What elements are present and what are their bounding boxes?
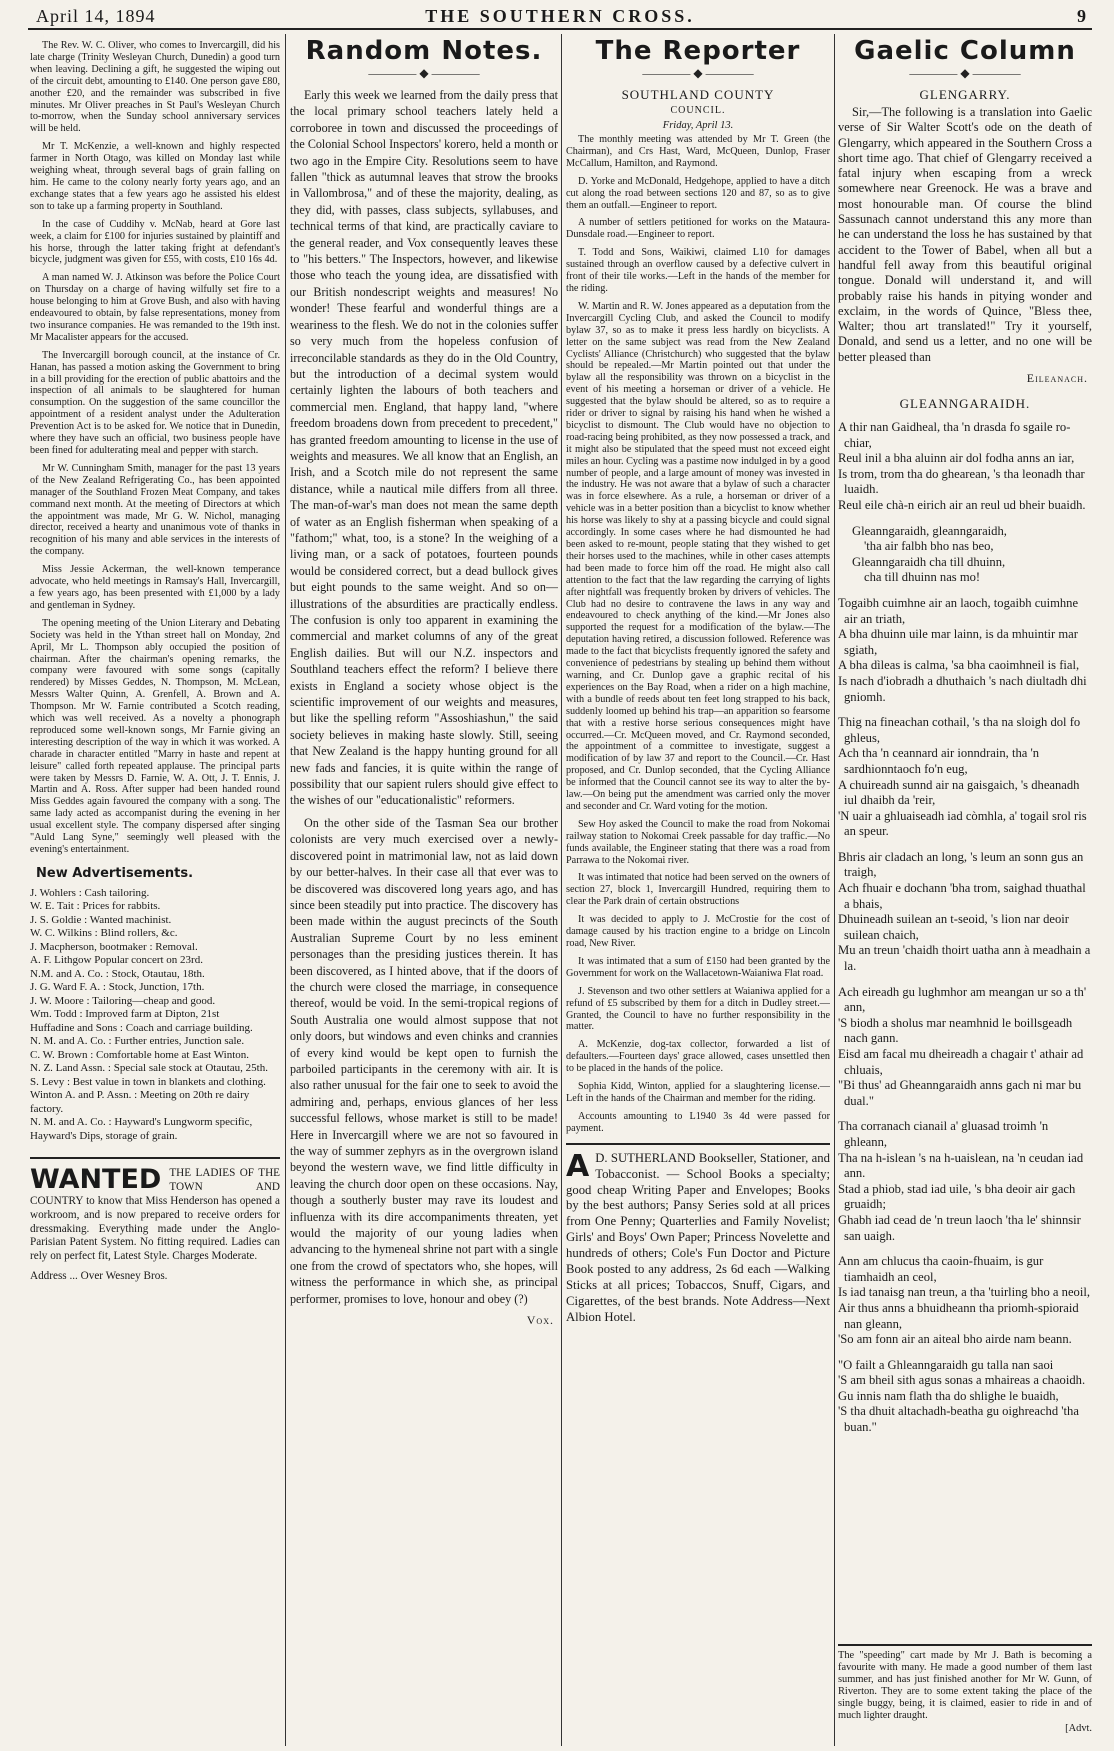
wanted-heading: WANTED — [30, 1164, 162, 1196]
list-item: N. M. and A. Co. : Hayward's Lungworm specific, Hayward's Dips, storage of grain. — [30, 1116, 253, 1142]
news-paragraph: Miss Jessie Ackerman, the well-known temperance advocate, who held meetings in Ramsay's Hall, Invercargill, a few years ago, has been presented with £1,000 by a lady and gentleman in Sydney. — [30, 564, 280, 611]
article-paragraph: Early this week we learned from the daily press that the local primary school teachers lately held a corroboree in town and discussed the proceedings of the Colonial School Inspectors' korero, held a month or two ago in the Empire City. Resolutions seem to have fallen "thick as autumnal leaves that strow the brooks in Vallombrosa," and of these the majority, dealing, as they did, with passes, class subjects, syllabuses, and technical terms of that kind, are practically caviare to the general reader, and Vox consequently leaves these to "his betters." The Inspectors, however, and likewise those who teach the young idea, are dissatisfied with our British nondescript weights and measures! No wonder! These fearful and wonderful things are a weariness to the flesh. We do not in the colonies suffer so very much from the hopeless confusion of irreconcilable standards as they do in the Old Country, but the introduction of a decimal system would certainly lighten the labours of both teachers and commercial men. England, that happy land, "where freedom broadens down from precedent to precedent," has granted freedom amounting to license in the use of weights and measures. We all know that an English, an Irish, and a Scotch mile do not represent the same distance, while a nautical mile differs from all three. The man-of-war's man does not mean the same depth of water as an English fisherman when speaking of a "fathom;" what, too, is a stone? In the weighing of a living man, or a sack of potatoes, fourteen pounds would be considered correct, but a dead bullock gives but eight pounds to the same weight. And so on—illustrations of the absurdities are practically endless. The confusion is only too apparent in examining the commercial and market columns of any of the great English dailies. But will our N.Z. inspectors and Southland teachers effect the reform? I believe there exists in England a society whose object is the scientific improvement of our weights and measures, but like the spelling reform "Assoshiashun," the said society believes in making haste slowly. Still, seeing that New Zealand is the happy hunting ground for all new fads and fancies, it is quite within the range of possibility that our sapient rulers should give effect to the wishes of our "educationalistic" reformers. — [290, 88, 558, 808]
poem-line: Tha corranach cianail a' gluasad troimh 'n ghleann, — [838, 1119, 1049, 1149]
news-paragraph: Mr W. Cunningham Smith, manager for the past 13 years of the New Zealand Refrigerating Co., has been appointed manager of the Southland Frozen Meat Company, and takes command next month. At the meeting of Directors at which the appointment was made, Mr G. W. Nichol, managing director, received a hearty and unanimous vote of thanks in recognition of his many and able services in the interests of the company. — [30, 462, 280, 558]
column-local-news — [30, 34, 280, 1746]
list-item: N. Z. Land Assn. : Special sale stock at Otautau, 25th. — [30, 1062, 268, 1075]
poem-line: Mu an treun 'chaidh thoirt uatha ann à meadhain a la. — [838, 943, 1091, 974]
list-item: Wm. Todd : Improved farm at Dipton, 21st — [30, 1008, 220, 1021]
poem-line: A bha dìleas is calma, 'sa bha caoimhneil is fial, — [838, 658, 1080, 673]
list-item: J. S. Goldie : Wanted machinist. — [30, 913, 172, 926]
poem-line: Thig na fineachan cothail, 's tha na sloigh dol fo ghleus, — [838, 715, 1081, 745]
report-paragraph: W. Martin and R. W. Jones appeared as a deputation from the Invercargill Cycling Club, and asked the Council to modify bylaw 37, so as to make it press less hardly on bicyclists. A letter on the same subject was read from the New Zealand Cyclists' Alliance (Christchurch) who suggested that the bylaw should be repealed.—Mr Martin pointed out that under the bylaw all the responsibility was thrown on a bicyclist in the event of his meeting a horseman or driver of a vehicle. He suggested that the bylaw should be altered, so as to require a rider or driver to signal by raising his hand when he wished a bicyclist to dismount. The Club would have no objection to road-racing being prohibited, as they now possessed a track, and it might also be stipulated that the speed must not exceed eight miles an hour. Cycling was a pastime now indulged in by a good number of people, and a large amount of money was invested in the industry. He was not aware that a bylaw of such a character was in force elsewhere. As a rule, a horseman or driver of a vehicle was in a better position than a bicyclist to know whether his horse was likely to shy at a passing bicycle and could signal accordingly. In some cases where he had dismounted he had been asked to re-mount, people stating that they wished to get their horses used to the machines, while in other cases attempts had been made to force him off the road. He might also call attention to the fact that the law regarding the carrying of lights after nightfall was frequently broken by drivers of vehicles. The Club had no desire to contravene the laws in any way and endeavoured to check anything of the kind.—Mr Jones also supported the request for a modification of the bylaw.—The deputation having retired, a discussion followed. Reference was made to the fact that bicyclists frequently ignored the safety and convenience of pedestrians by stealing up behind them without warning, and Cr. Dunlop gave a graphic recital of his experiences on the Bay Road, when a rider on a high machine, with a bundle of reeds about ten feet long strapped to his back, suddenly loomed up behind his trap—an apparition so fearsome that with a restive horse serious consequences might have occurred.—Cr. McQueen moved, and Cr. Raymond seconded, the appointment of a committee to investigate, suggest a modification of by law 37 and report to the Council.—Cr. Hast proposed, and Cr. Dunlop seconded, that the Cycling Alliance be informed that the Council cannot see its way to alter the by-law.—On being put the amendment was carried only the mover and seconder and Cr. Ward voting for the motion. — [566, 300, 830, 812]
poem-line: Reul eile chà-n eirich air an reul ud bheir buaidh. — [838, 498, 1086, 513]
news-paragraph: A man named W. J. Atkinson was before the Police Court on Thursday on a charge of having wilfully set fire to a house belonging to him at Grove Bush, and also with having endeavoured to obtain, by false representations, money from two insurance companies. He was remanded to the 19th inst. Mr Macalister appears for the accused. — [30, 272, 280, 343]
section-subtitle: GLENGARRY. — [919, 87, 1011, 102]
report-paragraph: Sophia Kidd, Winton, applied for a slaughtering license.—Left in the hands of the Chairman and member for the riding. — [566, 1081, 830, 1104]
section-title: Gaelic Column — [854, 36, 1076, 66]
poem-line: Gleanngaraidh, gleanngaraidh, — [852, 523, 1007, 538]
poem-line: Bhris air cladach an long, 's leum an sonn gus an traigh, — [838, 849, 1084, 880]
column-random-notes — [290, 34, 558, 1746]
report-paragraph: It was intimated that a sum of £150 had been granted by the Government for work on the Wallacetown-Waianiwa Flat road. — [566, 955, 830, 979]
list-item: S. Levy : Best value in town in blankets and clothing. — [30, 1075, 266, 1088]
poem-line: Stad a phiob, stad iad uile, 's bha deoir air gach gruaidh; — [838, 1181, 1076, 1212]
report-paragraph: J. Stevenson and two other settlers at Waianiwa applied for a refund of £5 subscribed by them for a ditch in Dudley street.—Granted, the Council to have no further responsibility in the matter. — [566, 985, 830, 1033]
poem-line: Is nach d'iobradh a dhuthaich 's nach diultadh dhi gniomh. — [838, 673, 1087, 704]
list-item: Winton A. and P. Assn. : Meeting on 20th re dairy factory. — [30, 1089, 250, 1115]
advertisement-text: The "speeding" cart made by Mr J. Bath is becoming a favourite with many. He made a good number of them last summer, and has just finished another for Mr W. Gunn, of Riverton. They are to some extent taking the place of the single buggy, being, it is claimed, easier to ride in and of much lighter draught. — [838, 1650, 1092, 1722]
dateline: Friday, April 13. — [662, 120, 734, 131]
section-subtitle: SOUTHLAND COUNTY — [621, 87, 775, 102]
news-paragraph: The Invercargill borough council, at the instance of Cr. Hanan, has passed a motion asking the Government to bring in a bill providing for the erection of public abattoirs and the inspection of all animals to be slaughtered for human consumption. On the suggestion of the same councillor the appointment of a resident analyst under the Adulteration Prevention Act is to be asked for. We notice that in Dunedin, where they have such an official, two business people have been fined for adulterating meal and pepper with starch. — [30, 349, 280, 456]
poem-line: Reul inil a bha aluinn air dol fodha anns an iar, — [838, 451, 1075, 466]
report-paragraph: Accounts amounting to L1940 3s 4d were passed for payment. — [566, 1110, 830, 1134]
poem-line: Gu innis nam flath tha do shlighe le buaidh, — [838, 1388, 1059, 1403]
letter-text: Sir,—The following is a translation into Gaelic verse of Sir Walter Scott's ode on the death of Glengarry, which appeared in the Southern Cross a short time ago. That chief of Glengarry received a fatal injury when escaping from a wreck somewhere near Greenock. He was a brave and most honourable man. Of course the blind Sassunach cannot understand this any more than he can understand the loss he has sustained by that accident to the Tower of Babel, when all but a handful fell away from this beautiful original tongue. Donald will understand it, and will probably raise his hands in pitying wonder and exclaim, in the words of Quince, "Bless thee, Walter; thou art translated!" Try it yourself, Donald, and send us a letter, and no one will be better pleased than — [838, 105, 1092, 364]
list-item: J. Macpherson, bootmaker : Removal. — [30, 940, 198, 953]
report-paragraph: It was intimated that notice had been served on the owners of section 27, block 1, Invercargill Hundred, requiring them to clear the Park drain of certain obstructions — [566, 872, 830, 908]
article-paragraph: On the other side of the Tasman Sea our brother colonists are very much exercised over a newly-discovered point in matrimonial law, not as laid down by our better-halves. In their case all that ever was to be discovered was discovered long years ago, and has since been steadily put into practice. The discovery has been made within the august precincts of the South Australian Supreme Court by no less eminent personages than the presiding justices therein. It has been discovered, as I hinted above, that if the doors of the church were closed the marriage, in consequence thereof, would be void. In the semi-tropical regions of South Australia one would almost suppose that not only doors, but windows and even chinks and crannies of every kind would be kept open to furnish the parboiled participants in the ceremony with air. It is also rather unusual for the fair one to seek to avoid the admiring and, perhaps, envious glances of her less successful fellows, whose market is still to be made! Here in Invercargill where we are not so favoured in the way of summer zephyrs as in the overgrown island beyond the western wave, we find little difficulty in leaving the church door open on these occasions. Nay, though a southerly buster may rave its loudest and influenza with its dire accompaniments threaten, yet would the majority of our young ladies when advancing to the hymeneal shrine not part with a single one from the crowd of spectators who, she hopes, will witness the performance in which she, as principal performer, promises to love, honour and obey (?) — [290, 815, 558, 1306]
column-reporter — [566, 34, 830, 1746]
poem-line: 'S tha dhuit altachadh-beatha gu oighreachd 'tha buan." — [838, 1404, 1079, 1435]
letter-signoff: Eileanach. — [1026, 371, 1088, 386]
list-item: W. E. Tait : Prices for rabbits. — [30, 900, 161, 913]
wanted-address: Address ... Over Wesney Bros. — [30, 1269, 168, 1282]
paper-title: THE SOUTHERN CROSS. — [425, 6, 695, 26]
poem-stanza — [838, 850, 1092, 975]
poem-line: A thir nan Gaidheal, tha 'n drasda fo sgaile ro-chiar, — [838, 420, 1071, 450]
poem-line: Ann am chlucus tha caoin-fhuaim, is gur tiamhaidh an ceol, — [838, 1254, 1044, 1284]
advertisements-list — [30, 887, 280, 1144]
column-rule — [834, 34, 835, 1746]
section-subtitle-2: COUNCIL. — [670, 105, 726, 116]
poem-line: Ach tha 'n ceannard air ionndrain, tha 'n sardhionntaoch fo'n eug, — [838, 746, 1040, 776]
list-item: Huffadine and Sons : Coach and carriage building. — [30, 1021, 253, 1034]
news-paragraph: In the case of Cuddihy v. McNab, heard at Gore last week, a claim for £100 for injuries sustained by plaintiff and his horse, through the latter taking fright at defendant's bicycle, judgment was given for £55, with costs, £10 16s 4d. — [30, 218, 280, 266]
poem-line: cha till dhuinn nas mo! — [864, 570, 981, 585]
poem-stanza — [838, 1358, 1092, 1436]
news-paragraph: Mr T. McKenzie, a well-known and highly respected farmer in North Otago, was killed on Monday last while weighing wheat, through several bags of grain falling on him. He came to the colony nearly forty years ago, and an exchange states that a few years ago he assisted his eldest son to take up a farming property in Southland. — [30, 141, 280, 212]
issue-date: April 14, 1894 — [36, 6, 156, 26]
list-item: C. W. Brown : Comfortable home at East Winton. — [30, 1048, 250, 1061]
report-paragraph: It was decided to apply to J. McCrostie for the cost of damage caused by his traction engine to a bridge on Lincoln road, New River. — [566, 914, 830, 949]
poem-line: Ghabh iad cead de 'n treun laoch 'tha le' shinnsir san uaigh. — [838, 1212, 1081, 1243]
list-item: W. C. Wilkins : Blind rollers, &c. — [30, 927, 178, 940]
poem-line: Ach eireadh gu lughmhor am meangan ur so a th' ann, — [838, 984, 1087, 1015]
section-title: Random Notes. — [305, 36, 543, 66]
poem-line: 'tha air falbh bho nas beo, — [864, 539, 994, 554]
poem-line: 'S am bheil sith agus sonas a mhaireas a chaoidh. — [838, 1373, 1086, 1388]
ornament-divider: ———— ◆ ———— — [909, 66, 1021, 80]
poem-line: Dhuineadh suilean an t-seoid, 's lion nar deoir suilean chaich, — [838, 912, 1069, 942]
column-gaelic — [838, 34, 1092, 1640]
section-title: The Reporter — [595, 36, 801, 66]
list-item: J. Wohlers : Cash tailoring. — [30, 886, 150, 899]
drop-cap: A — [566, 1148, 590, 1184]
poem-title: GLEANNGARAIDH. — [899, 396, 1031, 412]
poem-line: 'N uair a ghluaiseadh iad còmhla, a' togail srol ris an speur. — [838, 808, 1087, 839]
list-item: N.M. and A. Co. : Stock, Otautau, 18th. — [30, 967, 205, 980]
report-paragraph: A. McKenzie, dog-tax collector, forwarded a list of defaulters.—Fourteen days' grace allowed, cases unsettled then to be placed in the hands of the police. — [566, 1039, 830, 1075]
advertisement-text: D. SUTHERLAND Bookseller, Stationer, and Tobacconist. — School Books a specialty; good cheap Writing Paper and Envelopes; Books by the best authors; Pansy Series sold at all prices from One Penny; Quarterlies and Family Novelist; Girls' and Boys' Own Paper; Princess Novelette and hundreds of others; Cole's Fun Doctor and Picture Book posted to any address, 2s 6d each —Walking Sticks at all prices; Tobaccos, Snuff, Cigars, and Cigarettes, of the best brands. Note Address—Next Albion Hotel. — [566, 1150, 830, 1324]
poem-stanza — [838, 715, 1092, 840]
list-item: J. G. Ward F. A. : Stock, Junction, 17th. — [30, 981, 205, 994]
sutherland-advertisement — [566, 1143, 830, 1326]
ornament-divider: ———— ◆ ———— — [642, 66, 754, 80]
poem-line: Ach fhuair e dochann 'bha trom, saighad thuathal a bhais, — [838, 881, 1086, 911]
poem-stanza — [838, 1119, 1092, 1244]
poem-line: Is iad tanaisg nan treun, a tha 'tuirling bho a neoil, — [838, 1285, 1090, 1300]
bath-cart-advertisement — [838, 1644, 1092, 1735]
poem-chorus — [838, 524, 1092, 586]
poem-stanza — [838, 596, 1092, 705]
report-paragraph: A number of settlers petitioned for works on the Mataura-Dunsdale road.—Engineer to report. — [566, 217, 830, 241]
news-paragraph: The opening meeting of the Union Literary and Debating Society was held in the Ythan street hall on Monday, 2nd April, Mr L. Thompson ably occupied the position of chairman. After the chairman's opening remarks, the company were favoured with some songs (capitally rendered) by Misses Geddes, N. Thompson, M. McLean, Messrs Walter Quinn, A. Grenfell, A. Brown and A. Thompson. Mr W. Farnie contributed a Scotch reading, which was well received. As a novelty a phonograph reproduced some well-known songs, Mr Farnie giving an interesting description of the way in which it was worked. A charade in character entitled "Marry in haste and repent at leisure" called forth repeated applause. The principal parts were taken by Messrs D. Farnie, W. A. Ott, J. T. Ennis, J. Martin and A. Ross. After supper had been handed round Miss Geddes again favoured the company with a song. The same lady acted as accompanist during the evening in her usual excellent style. The company dispersed after singing "Auld Lang Syne," seemingly well pleased with the evening's entertainment. — [30, 617, 280, 855]
list-item: A. F. Lithgow Popular concert on 23rd. — [30, 954, 203, 967]
report-paragraph: The monthly meeting was attended by Mr T. Green (the Chairman), and Crs Hast, Ward, McQueen, Dunlop, Fraser McCallum, Hamilton, and Raymond. — [566, 134, 830, 169]
poem-line: 'So am fonn air an aiteal bho airde nam beann. — [838, 1332, 1072, 1347]
page-number: 9 — [1077, 6, 1086, 26]
poem-line: Air thus anns a bhuidheann tha priomh-spioraid nan gleann, — [838, 1300, 1079, 1331]
poem-line: Gleanngaraidh cha till dhuinn, — [852, 554, 1006, 569]
list-item: J. W. Moore : Tailoring—cheap and good. — [30, 994, 216, 1007]
report-paragraph: D. Yorke and McDonald, Hedgehope, applied to have a ditch cut along the road between sections 120 and 87, so as to give them an outfall.—Engineer to report. — [566, 175, 830, 211]
poem-stanza — [838, 985, 1092, 1110]
poem — [838, 420, 1092, 1436]
advt-tag: [Advt. — [1065, 1722, 1092, 1734]
report-paragraph: Sew Hoy asked the Council to make the road from Nokomai railway station to Nokomai Creek passable for day traffic.—No funds available, the Engineer stating that there was a road from Parrawa to the Nokomai river. — [566, 818, 830, 866]
poem-line: "O failt a Ghleanngaraidh gu talla nan saoi — [838, 1357, 1054, 1372]
poem-line: Tha na h-islean 's na h-uaislean, na 'n ceudan iad ann. — [838, 1150, 1084, 1181]
column-rule — [285, 34, 286, 1746]
ornament-divider: ———— ◆ ———— — [368, 66, 480, 80]
wanted-advertisement — [30, 1157, 280, 1283]
poem-line: Is trom, trom tha do ghearean, 's tha leonadh thar luaidh. — [838, 466, 1085, 497]
poem-line: Eisd am facal mu dheireadh a chagair t' athair ad chluais, — [838, 1047, 1084, 1077]
column-rule — [561, 34, 562, 1746]
poem-line: 'S biodh a sholus mar neamhnid le boillsgeadh nach gann. — [838, 1015, 1073, 1046]
news-paragraph: The Rev. W. C. Oliver, who comes to Invercargill, did his late charge (Trinity Wesleyan Church, Dunedin) a good turn when leaving. Declining a gift, he suggested the wiping out of the circuit debt, amounting to £140. One person gave £80, another £20, and the remainder was subscribed in five minutes. Mr Oliver preaches in St Paul's Wesleyan Church to-morrow, when the Sunday school anniversary services will be held. — [30, 40, 280, 135]
poem-line: A chuireadh sunnd air na gaisgaich, 's dheanadh iul dhaibh da 'reir, — [838, 777, 1080, 808]
author-signoff: Vox. — [526, 1313, 554, 1328]
list-item: N. M. and A. Co. : Further entries, Junction sale. — [30, 1035, 245, 1048]
poem-stanza — [838, 1254, 1092, 1348]
poem-line: "Bi thus' ad Gheanngaraidh anns gach ni mar bu dual." — [838, 1078, 1082, 1108]
wanted-text: THE LADIES OF THE TOWN AND COUNTRY to know that Miss Henderson has opened a workroom, and is now prepared to receive orders for dressmaking. Everything made under the Anglo-Parisian Patent System. No fitting required. Ladies can rely on perfect fit, Latest Style. Charges Moderate. — [30, 1167, 280, 1263]
poem-line: A bha dhuinn uile mar lainn, is da mhuintir mar sgiath, — [838, 627, 1078, 657]
report-paragraph: T. Todd and Sons, Waikiwi, claimed L10 for damages sustained through an overflow caused by a defective culvert in front of their tile works.—Left in the hands of the member for the riding. — [566, 247, 830, 294]
masthead — [28, 6, 1092, 30]
new-advertisements-heading: New Advertisements. — [36, 865, 194, 881]
poem-line: Togaibh cuimhne air an laoch, togaibh cuimhne air an triath, — [838, 595, 1079, 626]
poem-stanza — [838, 420, 1092, 514]
